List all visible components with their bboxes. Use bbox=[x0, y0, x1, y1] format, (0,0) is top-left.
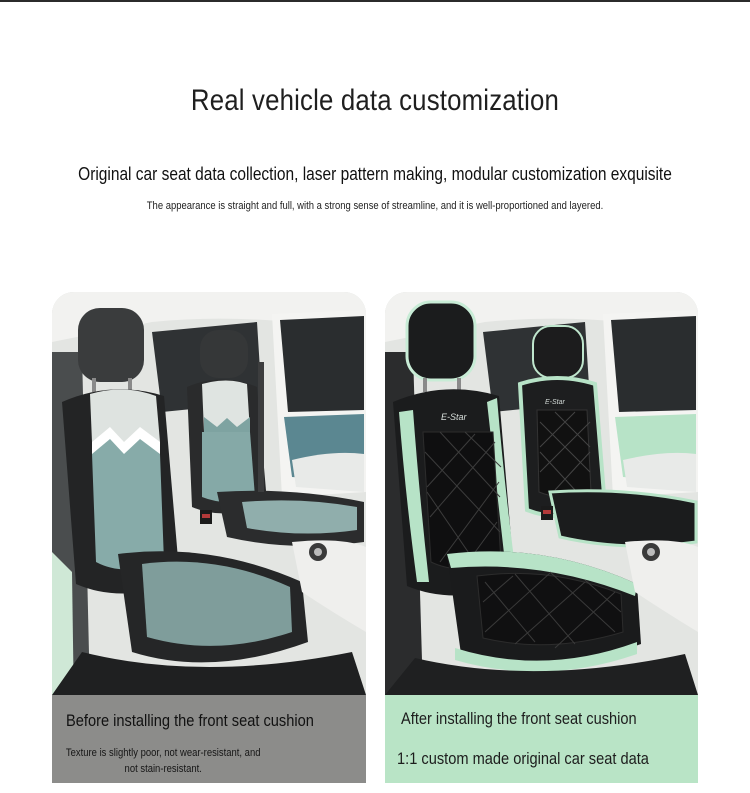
before-title: Before installing the front seat cushion bbox=[66, 711, 314, 730]
rear-seat-logo: E-Star bbox=[545, 399, 565, 406]
front-seat-logo: E-Star bbox=[441, 412, 467, 422]
after-detail: 1:1 custom made original car seat data bbox=[397, 749, 649, 768]
page-title: Real vehicle data customization bbox=[190, 84, 560, 117]
top-border bbox=[0, 0, 750, 2]
after-title: After installing the front seat cushion bbox=[401, 709, 637, 728]
after-panel bbox=[385, 292, 698, 783]
page-subtitle: Original car seat data collection, laser pattern making, modular customization exquisite bbox=[78, 164, 672, 184]
before-panel bbox=[52, 292, 366, 783]
after-caption bbox=[385, 695, 698, 783]
page-description: The appearance is straight and full, with a strong sense of streamline, and it is well-proportioned and layered. bbox=[146, 200, 604, 212]
before-caption bbox=[52, 695, 366, 783]
before-description: Texture is slightly poor, not wear-resistant, and not stain-resistant. bbox=[65, 747, 261, 775]
